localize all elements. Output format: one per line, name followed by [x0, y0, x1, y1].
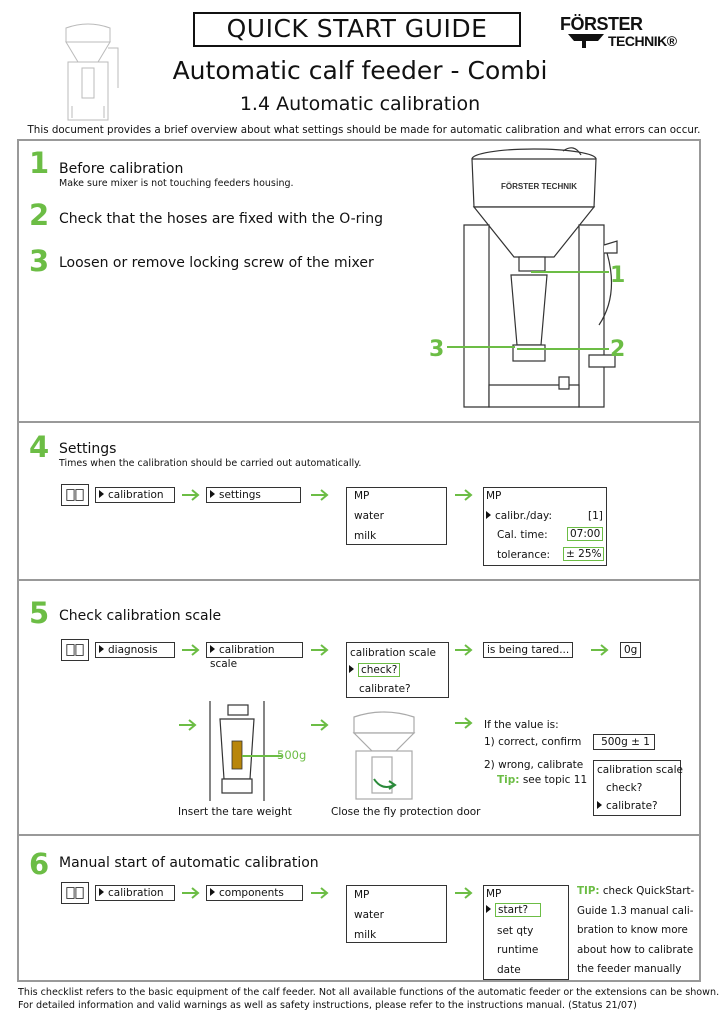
calibrate-menu: [593, 760, 681, 816]
arrow-right-icon: [182, 887, 202, 899]
step-number: 4: [29, 430, 50, 464]
footer-line-2: For detailed information and valid warnings as well as safety instructions, please refer to the instructions manual. (Status 21/07): [18, 1000, 637, 1011]
menu-item-check[interactable]: check?: [606, 782, 643, 794]
step-number: 6: [29, 847, 50, 881]
manual-book-icon: [61, 882, 89, 904]
manual-tip: TIP: check QuickStart- Guide 1.3 manual cali- bration to know more about how to calibrate the feeder manually: [577, 885, 695, 975]
menu-path-calibration-scale[interactable]: calibration scale: [206, 642, 303, 658]
menu-header: MP: [486, 888, 502, 900]
feeder-thumbnail-icon: [58, 18, 128, 122]
step-title: Loosen or remove locking screw of the mixer: [59, 255, 374, 271]
intro-text: This document provides a brief overview about what settings should be made for automatic calibration and what errors can occur.: [27, 124, 701, 136]
panel-check-scale: [17, 579, 701, 836]
step-subtitle: Make sure mixer is not touching feeders housing.: [59, 178, 294, 189]
menu-item-calibrate[interactable]: calibrate?: [606, 800, 658, 812]
component-menu: [346, 885, 447, 943]
panel-preparation: [17, 139, 701, 423]
menu-path-calibration[interactable]: calibration: [95, 885, 175, 901]
caption-insert-weight: Insert the tare weight: [178, 806, 292, 818]
product-title: Automatic calf feeder - Combi: [172, 56, 548, 85]
arrow-right-icon: [455, 644, 475, 656]
brand-logo-line1: FÖRSTER: [560, 14, 643, 34]
step-title: Check calibration scale: [59, 608, 222, 624]
menu-item-water[interactable]: water: [354, 510, 384, 522]
step-number: 3: [29, 244, 50, 278]
step-number: 1: [29, 146, 50, 180]
menu-path-diagnosis[interactable]: diagnosis: [95, 642, 175, 658]
arrow-right-icon: [311, 887, 331, 899]
fly-door-illustration: [344, 705, 424, 801]
callout-line: [242, 753, 282, 759]
menu-header: MP: [486, 490, 502, 502]
scale-menu: [346, 642, 449, 698]
menu-item-mp[interactable]: MP: [354, 490, 370, 502]
caption-close-door: Close the fly protection door: [331, 806, 481, 818]
menu-item-water[interactable]: water: [354, 909, 384, 921]
menu-path-components[interactable]: components: [206, 885, 303, 901]
menu-header: calibration scale: [597, 764, 683, 776]
arrow-right-icon: [311, 489, 331, 501]
menu-header: calibration scale: [350, 647, 436, 659]
brand-logo-mark-icon: [568, 34, 604, 48]
callout-lines: [419, 261, 629, 371]
machine-brand-text: FÖRSTER TECHNIK: [501, 182, 577, 191]
correct-text: 1) correct, confirm: [484, 736, 582, 748]
menu-path-settings[interactable]: settings: [206, 487, 301, 503]
settings-menu: [483, 487, 607, 566]
step-subtitle: Times when the calibration should be carried out automatically.: [59, 458, 362, 469]
zero-reading: 0g: [620, 642, 641, 658]
setting-label: tolerance:: [497, 549, 551, 561]
tare-weight-illustration: [202, 701, 272, 801]
menu-item-check[interactable]: check?: [358, 663, 400, 677]
setting-value[interactable]: [1]: [588, 510, 603, 522]
tare-weight-label: 500g: [277, 748, 307, 762]
if-value-text: If the value is:: [484, 719, 559, 731]
arrow-right-icon: [591, 644, 611, 656]
callout-1: 1: [610, 263, 626, 288]
menu-path-calibration[interactable]: calibration: [95, 487, 175, 503]
step-title: Before calibration: [59, 161, 184, 177]
arrow-right-icon: [311, 719, 331, 731]
menu-item-start[interactable]: start?: [495, 903, 541, 917]
menu-item-runtime[interactable]: runtime: [497, 944, 539, 956]
setting-label: calibr./day:: [495, 510, 553, 522]
callout-2: 2: [610, 337, 626, 362]
step-title: Check that the hoses are fixed with the O-ring: [59, 211, 384, 227]
arrow-right-icon: [455, 717, 475, 729]
step-title: Manual start of automatic calibration: [59, 855, 319, 871]
menu-item-date[interactable]: date: [497, 964, 521, 976]
wrong-text: 2) wrong, calibrate: [484, 759, 584, 771]
manual-book-icon: [61, 484, 89, 506]
component-menu: [346, 487, 447, 545]
menu-item-milk[interactable]: milk: [354, 530, 377, 542]
tip-label: Tip:: [497, 774, 520, 786]
arrow-right-icon: [182, 489, 202, 501]
taring-status: is being tared...: [483, 642, 573, 658]
menu-item-milk[interactable]: milk: [354, 929, 377, 941]
brand-logo-line2: TECHNIK®: [608, 33, 677, 49]
step-number: 5: [29, 596, 50, 630]
arrow-right-icon: [455, 489, 475, 501]
arrow-right-icon: [455, 887, 475, 899]
step-number: 2: [29, 198, 50, 232]
tolerance-value[interactable]: ± 25%: [563, 547, 604, 561]
correct-value: 500g ± 1: [593, 734, 655, 750]
setting-label: Cal. time:: [497, 529, 548, 541]
callout-3: 3: [429, 337, 445, 362]
arrow-right-icon: [182, 644, 202, 656]
footer-line-1: This checklist refers to the basic equipment of the calf feeder. Not all available functions of the automatic feeder or the extensions can be shown.: [18, 987, 720, 998]
guide-title: QUICK START GUIDE: [193, 12, 521, 47]
panel-manual-start: [17, 834, 701, 982]
cal-time-value[interactable]: 07:00: [567, 527, 603, 541]
tip-text: see topic 11: [522, 774, 588, 786]
menu-item-mp[interactable]: MP: [354, 889, 370, 901]
menu-item-set-qty[interactable]: set qty: [497, 925, 534, 937]
calibration-start-menu: [483, 885, 569, 980]
panel-settings: [17, 421, 701, 581]
manual-book-icon: [61, 639, 89, 661]
menu-item-calibrate[interactable]: calibrate?: [359, 683, 411, 695]
step-title: Settings: [59, 441, 117, 457]
arrow-right-icon: [179, 719, 199, 731]
arrow-right-icon: [311, 644, 331, 656]
section-title: 1.4 Automatic calibration: [239, 93, 481, 115]
